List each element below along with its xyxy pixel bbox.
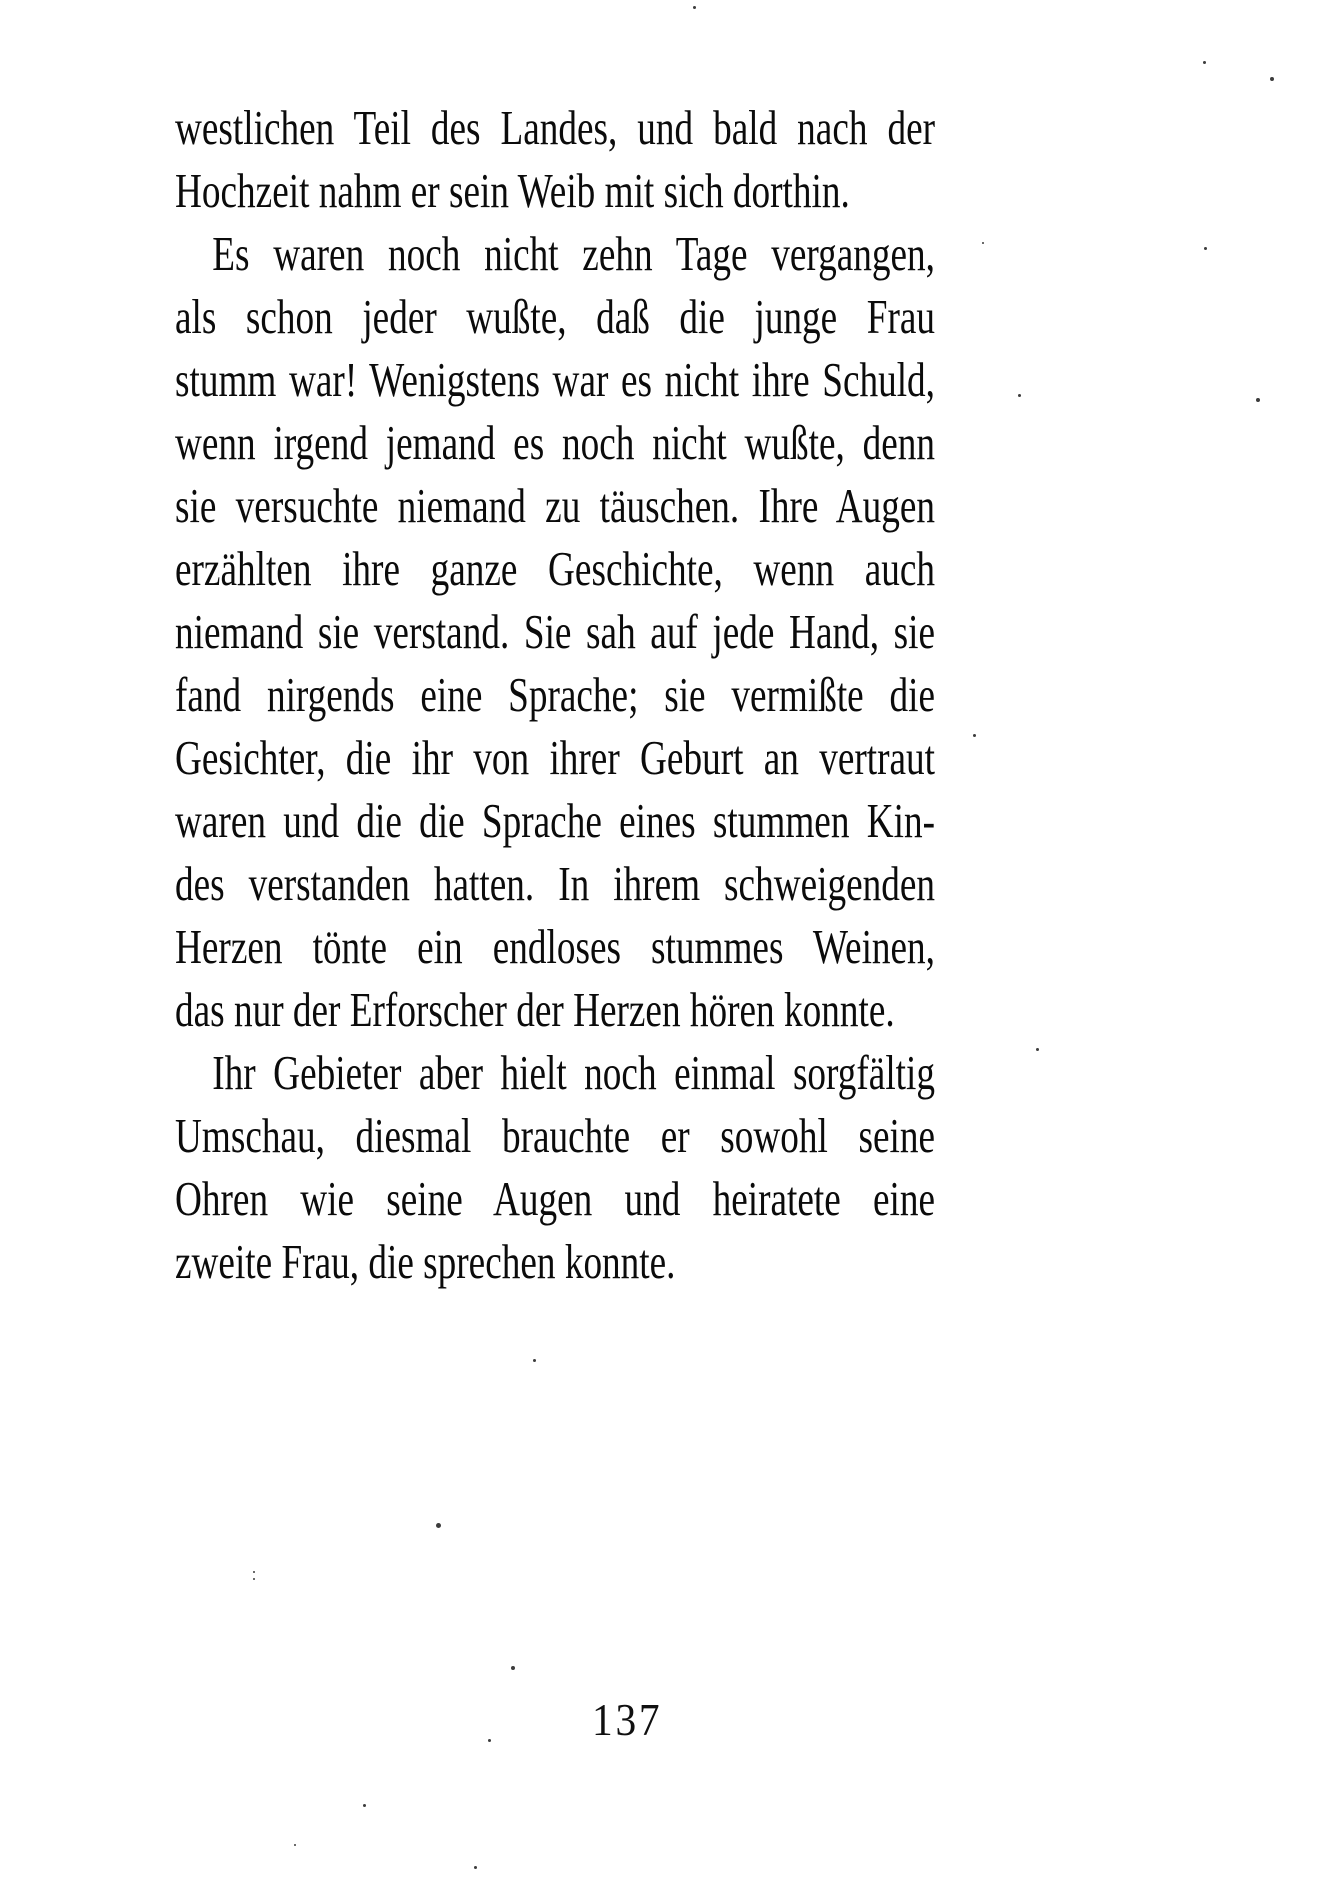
- text-line: erzählten ihre ganze Geschichte, wenn auch: [175, 541, 935, 596]
- text-line: fand nirgends eine Sprache; sie vermißte die: [175, 667, 935, 722]
- scan-speck: [253, 1571, 255, 1573]
- scan-speck: [533, 1359, 536, 1362]
- scan-speck: [1270, 77, 1274, 81]
- scan-speck: [488, 1739, 491, 1742]
- scan-speck: [1036, 1048, 1039, 1051]
- text-line: Es waren noch nicht zehn Tage vergangen,: [212, 226, 935, 281]
- scan-speck: [1018, 394, 1021, 397]
- text-line: zweite Frau, die sprechen konnte.: [175, 1234, 676, 1289]
- text-line: Herzen tönte ein endloses stummes Weinen,: [175, 919, 935, 974]
- scan-speck: [511, 1666, 515, 1670]
- scan-speck: [982, 242, 984, 244]
- scan-speck: [1203, 61, 1206, 64]
- scan-speck: [1256, 398, 1260, 402]
- scan-speck: [1204, 247, 1207, 250]
- text-line: waren und die die Sprache eines stummen Kin-: [175, 793, 935, 848]
- text-line: westlichen Teil des Landes, und bald nach der: [175, 100, 935, 155]
- scan-speck: [436, 1523, 441, 1528]
- scan-speck: [294, 1844, 296, 1846]
- text-line: Gesichter, die ihr von ihrer Geburt an vertraut: [175, 730, 935, 785]
- scan-speck: [474, 1866, 477, 1869]
- scan-speck: [363, 1804, 366, 1807]
- text-line: Ihr Gebieter aber hielt noch einmal sorgfältig: [212, 1045, 935, 1100]
- text-line: das nur der Erforscher der Herzen hören konnte.: [175, 982, 895, 1037]
- text-line: sie versuchte niemand zu täuschen. Ihre Augen: [175, 478, 935, 533]
- page-number: 137: [592, 1695, 663, 1745]
- text-block: [175, 96, 935, 1293]
- text-line: als schon jeder wußte, daß die junge Frau: [175, 289, 935, 344]
- scan-speck: [693, 6, 696, 9]
- text-line: Hochzeit nahm er sein Weib mit sich dorthin.: [175, 163, 850, 218]
- text-line: Umschau, diesmal brauchte er sowohl seine: [175, 1108, 935, 1163]
- text-line: niemand sie verstand. Sie sah auf jede Hand, sie: [175, 604, 935, 659]
- text-line: des verstanden hatten. In ihrem schweigenden: [175, 856, 935, 911]
- scan-speck: [973, 734, 976, 737]
- text-line: Ohren wie seine Augen und heiratete eine: [175, 1171, 935, 1226]
- text-line: wenn irgend jemand es noch nicht wußte, denn: [175, 415, 935, 470]
- scan-speck: [253, 1578, 255, 1580]
- text-line: stumm war! Wenigstens war es nicht ihre Schuld,: [175, 352, 935, 407]
